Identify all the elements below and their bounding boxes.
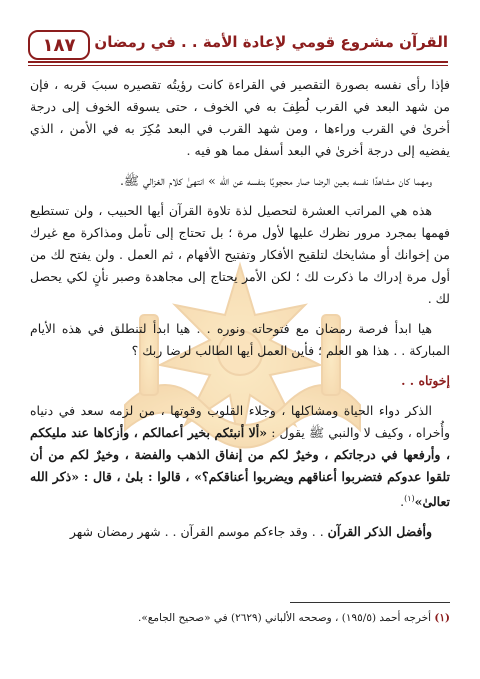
paragraph-2: ومهما كان مشاهدًا نفسه بعين الرضا صار محجوبًا بنفسه عن الله » انتهىٰ كلام الغزالي ﷺ. [119, 173, 432, 188]
footnote-number: (١) [434, 612, 450, 624]
last-paragraph [30, 521, 450, 543]
running-title: القرآن مشروع قومي لإعادة الأمة . . في رمضان [94, 33, 448, 51]
footnote-rule [290, 602, 450, 603]
dhikr-intro: الذكر دواء الحياة ومشاكلها ، وجلاء القلوب وقوتها ، من لزمه سعد في دنياه وأُخراه ، وكيف لا والنبي ﷺ يقول : [30, 403, 450, 440]
header-rule [28, 61, 448, 63]
footnote-reference[interactable]: (١) [404, 494, 415, 503]
paragraph-1: فإذا رأى نفسه بصورة التقصير في القراءة كانت رؤيتُه تقصيره سببَ قربه ، فإن من شهد البعد في القرب لُطِفَ به في الخوف ، حتى يسوقه الخوف إلى درجة أخرىٰ في القرب وراءها ، ومن شهد القرب في البعد مُكِرَ به في الأمن ، الذي يفضيه إلى درجة أخرىٰ في البعد أسفل مما هو فيه . [30, 77, 450, 158]
dhikr-end: . [400, 494, 405, 510]
main-text [30, 74, 450, 551]
section-heading: إخوتاه . . [401, 373, 450, 388]
last-paragraph-lead: وأفضل الذكر القرآن [327, 524, 432, 540]
hadith-quote: «ألا أنبئكم بخير أعمالكم ، وأزكاها عند مليككم ، وأرفعها في درجاتكم ، وخيرٌ لكم من إنفاق الذهب والفضة ، وخيرٌ لكم من أن تلقوا عدوكم فتضربوا أعناقهم ويضربوا أعناقكم؟» ، قالوا : بلىٰ ، قال : «ذكر الله تعالىٰ» [30, 425, 450, 510]
page-header [28, 30, 448, 64]
footnote-text: أخرجه أحمد (١٩٥/٥) ، وصححه الألباني (٢٦٢٩) في «صحيح الجامع». [138, 612, 435, 624]
footnote [30, 610, 450, 626]
page-number-badge [28, 30, 90, 60]
dhikr-paragraph [30, 400, 450, 513]
last-paragraph-rest: . . وقد جاءكم موسم القرآن . . شهر رمضان شهر [69, 524, 328, 540]
page-number: ١٨٧ [42, 34, 76, 56]
paragraph-4: هيا ابدأ فرصة رمضان مع فتوحاته ونوره . . هيا ابدأ لتنطلق في هذه الأيام المباركة . . هذا هو العلم ؛ فأين العمل أيها الطالب لرضا ربك ؟ [30, 321, 450, 358]
section-heading-para [30, 370, 450, 392]
header-rule-thin [28, 65, 448, 66]
paragraph-3: هذه هي المراتب العشرة لتحصيل لذة تلاوة القرآن أيها الحبيب ، ولن تستطيع فهمها بمجرد مرور نظرك عليها لأول مرة ؛ بل تحتاج إلى تأمل ومذاكرة مع غيرك من إخوانك أو مشايخك لتلقيح الأفكار وتفتيح الأفهام ، ثم العمل . ولن يفتح لك من أول مرة إدراك ما ذكرت لك ؛ لكن الأمر يحتاج إلى مجاهدة وصبر نأنٍ لكي يحصل لك . [30, 203, 450, 306]
